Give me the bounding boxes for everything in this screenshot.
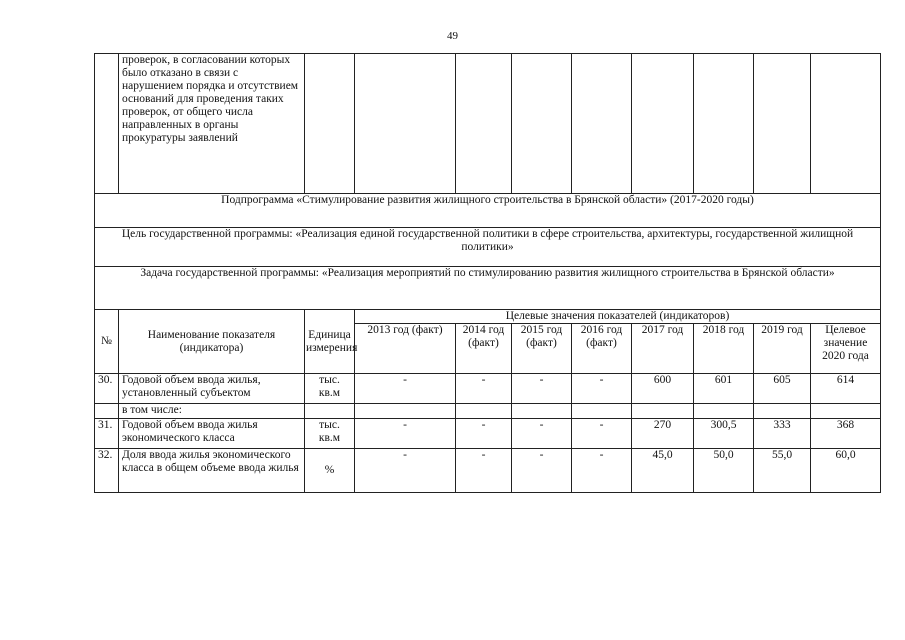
value-2015: - (512, 449, 572, 493)
header-unit: Единица измерения (305, 310, 355, 374)
table-row (95, 419, 881, 449)
page-number: 49 (447, 30, 458, 42)
header-targets: Целевые значения показателей (индикаторов) (355, 310, 881, 324)
value-2018: 601 (694, 374, 754, 404)
value-2018: 50,0 (694, 449, 754, 493)
value-2014: - (456, 449, 512, 493)
unit: % (305, 449, 355, 493)
goal-row (95, 228, 881, 267)
value-2020: 368 (811, 419, 881, 449)
row-num: 32. (95, 449, 119, 493)
header-year-2017: 2017 год (632, 324, 694, 374)
row-num: 31. (95, 419, 119, 449)
goal-text: Цель государственной программы: «Реализация единой государственной политики в сфере строительства, архитектуры, государственной жилищной политики» (95, 228, 881, 267)
indicator-name: Доля ввода жилья экономического класса в общем объеме ввода жилья (119, 449, 305, 493)
indicator-name: Годовой объем ввода жилья, установленный субъектом (119, 374, 305, 404)
indicators-table (94, 53, 881, 493)
value-2019: 605 (754, 374, 811, 404)
value-2019: 333 (754, 419, 811, 449)
value-2017: 600 (632, 374, 694, 404)
header-name: Наименование показателя (индикатора) (119, 310, 305, 374)
header-year-2014: 2014 год (факт) (456, 324, 512, 374)
value-2015: - (512, 374, 572, 404)
header-target-2020: Целевое значение 2020 года (811, 324, 881, 374)
value-2017: 270 (632, 419, 694, 449)
value-2018: 300,5 (694, 419, 754, 449)
value-2016: - (572, 374, 632, 404)
row-num: 30. (95, 374, 119, 404)
header-year-2018: 2018 год (694, 324, 754, 374)
indicator-name-continued: проверок, в согласовании которых было отказано в связи с нарушением порядка и отсутствием оснований для проведения таких проверок, от общего числа направленных в органы прокуратуры заявлений (119, 54, 305, 194)
value-2015: - (512, 419, 572, 449)
value-2013: - (355, 419, 456, 449)
indicator-name: в том числе: (119, 404, 305, 419)
subprogram-title: Подпрограмма «Стимулирование развития жилищного строительства в Брянской области» (2017-2020 годы) (95, 194, 881, 228)
header-year-2016: 2016 год (факт) (572, 324, 632, 374)
indicator-name: Годовой объем ввода жилья экономического класса (119, 419, 305, 449)
unit: тыс. кв.м (305, 419, 355, 449)
value-2014: - (456, 374, 512, 404)
table-row (95, 374, 881, 404)
value-2016: - (572, 449, 632, 493)
cell-unit (305, 54, 355, 194)
table-row (95, 449, 881, 493)
cell-num (95, 54, 119, 194)
table-row-continued (95, 54, 881, 194)
value-2014: - (456, 419, 512, 449)
value-2013: - (355, 449, 456, 493)
table-row (95, 404, 881, 419)
value-2020: 614 (811, 374, 881, 404)
header-year-2019: 2019 год (754, 324, 811, 374)
value-2017: 45,0 (632, 449, 694, 493)
unit: тыс. кв.м (305, 374, 355, 404)
header-row-top (95, 310, 881, 324)
value-2020: 60,0 (811, 449, 881, 493)
header-num: № (95, 310, 119, 374)
header-year-2015: 2015 год (факт) (512, 324, 572, 374)
subprogram-row (95, 194, 881, 228)
header-year-2013: 2013 год (факт) (355, 324, 456, 374)
value-2013: - (355, 374, 456, 404)
value-2016: - (572, 419, 632, 449)
task-row (95, 267, 881, 310)
value-2019: 55,0 (754, 449, 811, 493)
task-text: Задача государственной программы: «Реализация мероприятий по стимулированию развития жилищного строительства в Брянской области» (95, 267, 881, 310)
